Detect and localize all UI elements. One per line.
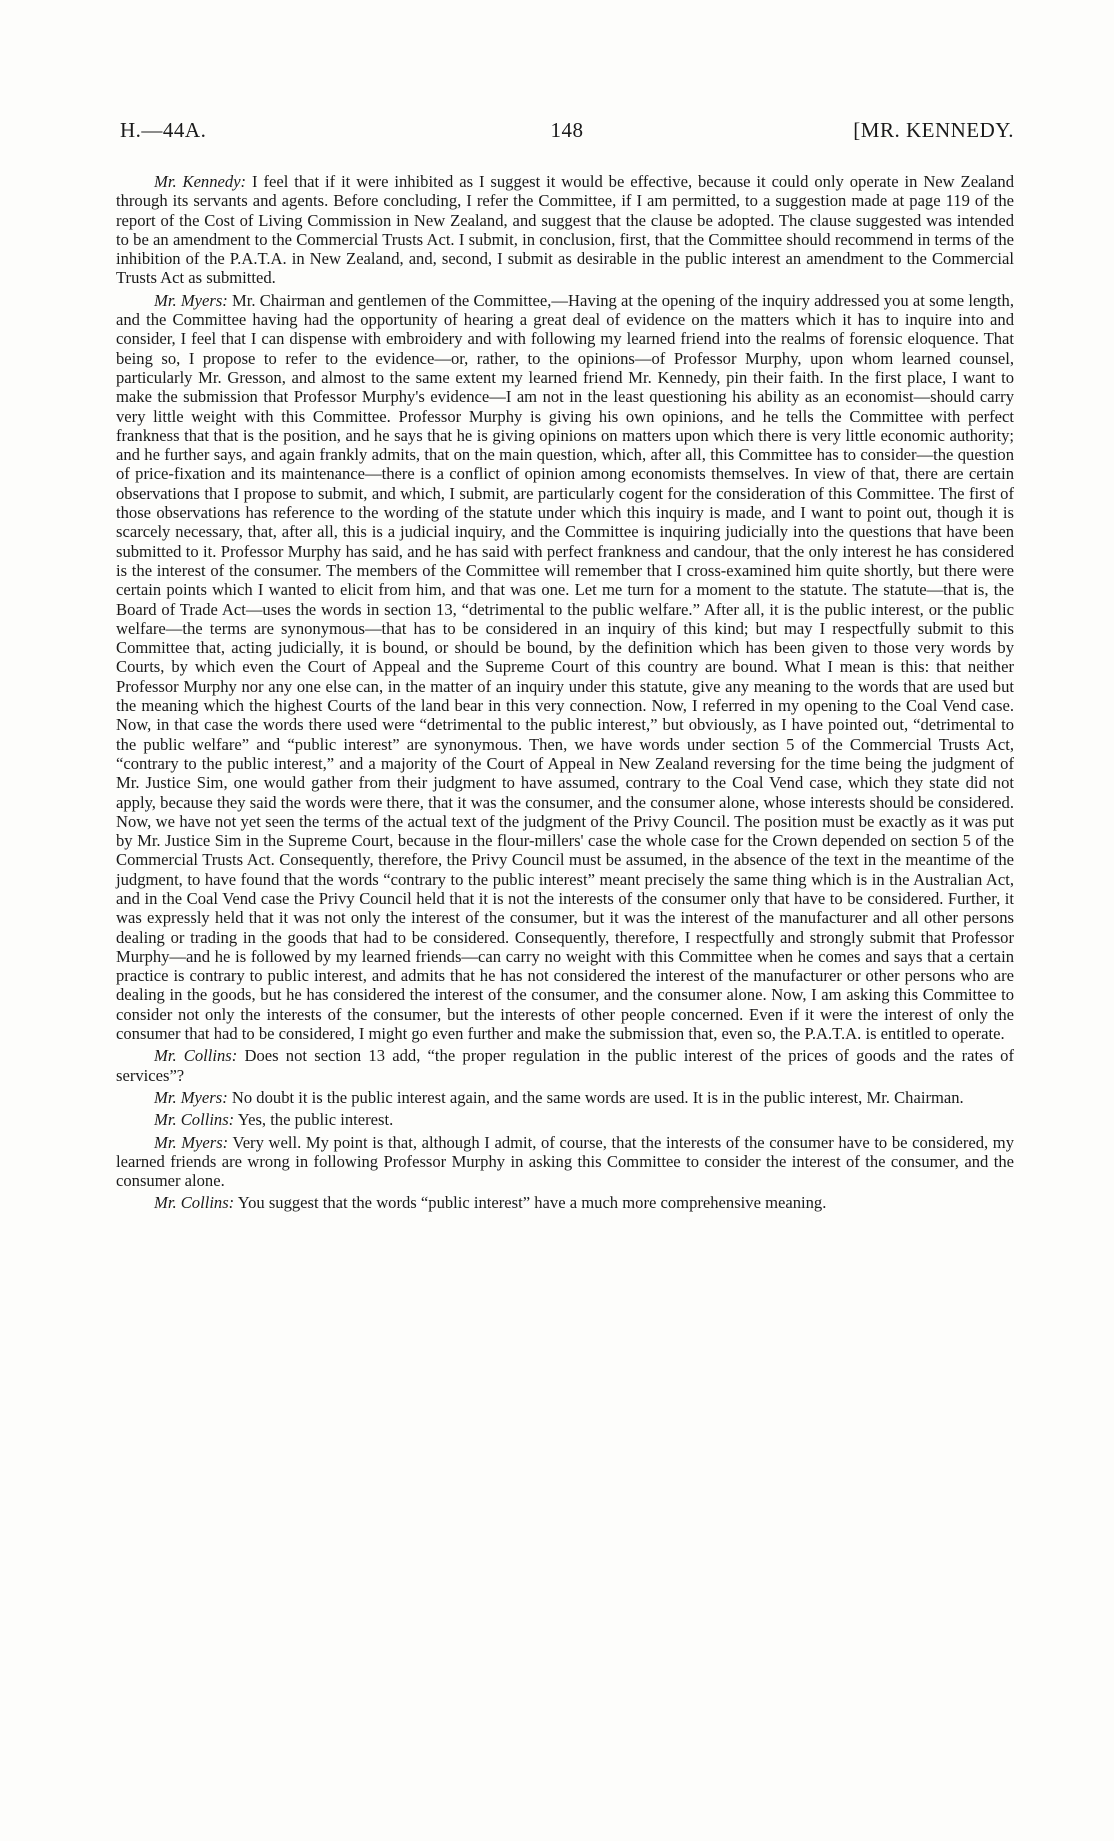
speaker-name: Mr. Kennedy: [154,172,247,191]
speaker-name: Mr. Myers: [154,1087,228,1107]
speaker-name: Mr. Collins: [154,1046,238,1066]
paragraph-text: Mr. Chairman and gentlemen of the Committee,—Having at the opening of the inquiry addressed you at some length, and the Committee having had the opportunity of hearing a great deal of evidence on the matters which it has to inquire into and consider, I feel that I can dispense with embroidery and with following my learned friend into the realms of forensic eloquence. That being so, I propose to refer to the evidence—or, rather, to the opinions—of Professor Murphy, upon whom learned counsel, particularly Mr. Gresson, and almost to the same extent my learned friend Mr. Kennedy, pin their faith. In the first place, I want to make the submission that Professor Murphy's evidence—I am not in the least questioning his ability as an economist—should carry very little weight with this Committee. Professor Murphy is giving his own opinions, and he tells the Committee with perfect frankness that that is the position, and he says that he is giving opinions on matters upon which there is very little economic authority; and he further says, and again frankly admits, that on the main question, which, after all, this Committee has to consider—the question of price-fixation and its maintenance—there is a conflict of opinion among economists themselves. In view of that, there are certain observations that I propose to submit, and which, I submit, are particularly cogent for the consideration of this Committee. The first of those observations has reference to the wording of the statute under which this inquiry is made, and I want to point out, though it is scarcely necessary, that, after all, this is a judicial inquiry, and the Committee is inquiring judicially into the questions that have been submitted to it. Professor Murphy has said, and he has said with perfect frankness and candour, that the only interest he has considered is the interest of the consumer. The members of the Committee will remember that I cross-examined him quite shortly, but there were certain points which I wanted to elicit from him, and that was one. Let me turn for a moment to the statute. The statute—that is, the Board of Trade Act—uses the words in section 13, “detrimental to the public welfare.” After all, it is the public interest, or the public welfare—the terms are synonymous—that has to be considered in an inquiry of this kind; but may I respectfully submit to this Committee that, acting judicially, it is bound, or should be bound, by the definition which has been given to those very words by Courts, by which even the Court of Appeal and the Supreme Court of this country are bound. What I mean is this: that neither Professor Murphy nor any one else can, in the matter of an inquiry under this statute, give any meaning to the words that are used but the meaning which the highest Courts of the land bear in this very connection. Now, I referred in my opening to the Coal Vend case. Now, in that case the words there used were “detrimental to the public interest,” but obviously, as I have pointed out, “detrimental to the public welfare” and “public interest” are synonymous. Then, we have words under section 5 of the Commercial Trusts Act, “contrary to the public interest,” and a majority of the Court of Appeal in New Zealand reversing for the time being the judgment of Mr. Justice Sim, one would gather from their judgment to have assumed, contrary to the Coal Vend case, which they state did not apply, because they said the words were there, that it was the consumer, and the consumer alone, whose interests should be considered. Now, we have not yet seen the terms of the actual text of the judgment of the Privy Council. The position must be exactly as it was put by Mr. Justice Sim in the Supreme Court, because in the flour-millers' case the whole case for the Crown depended on section 5 of the Commercial Trusts Act. Consequently, therefore, the Privy Council must be assumed, in the absence of the text in the meantime of the judgment, to have found that the words “contrary to the public interest” meant precisely the same thing which is in the Australian Act, and in the Coal Vend case the Privy Council held that it is not the interests of the consumer only that have to be considered. Further, it was expressly held that it was not only the interest of the consumer, but it was the interest of the manufacturer and all other persons dealing or trading in the goods that had to be considered. Consequently, therefore, I respectfully and strongly submit that Professor Murphy—and he is followed by my learned friends—can carry no weight with this Committee when he comes and says that a certain practice is contrary to public interest, and admits that he has not considered the interest of the manufacturer or other persons who are dealing in the goods, but he has considered the interest of the consumer, and the consumer alone. Now, I am asking this Committee to consider not only the interests of the consumer, but the interests of other people concerned. Even if it were the interest of only the consumer that had to be considered, I might go even further and make the submission that, even so, the P.A.T.A. is entitled to operate. [116,290,1014,1044]
page-number: 148 [550,118,584,142]
paragraph-text: Very well. My point is that, although I admit, of course, that the interests of the consumer have to be considered, my learned friends are wrong in following Professor Murphy in asking this Committee to consider the interest of the consumer, and the consumer alone. [116,1132,1014,1191]
paragraph [116,1088,1014,1107]
paragraph [116,172,1014,288]
paragraph-text: Yes, the public interest. [234,1110,394,1130]
speaker-name: Mr. Myers: [154,1132,229,1152]
document-reference: H.—44A. [120,118,207,142]
paragraph [116,1110,1014,1129]
paragraph-text: No doubt it is the public interest again, and the same words are used. It is in the public interest, Mr. Chairman. [227,1087,964,1107]
speaker-name: Mr. Collins: [154,1110,235,1130]
paragraph-text: You suggest that the words “public interest” have a much more comprehensive meaning. [234,1193,827,1213]
paragraph [116,1133,1014,1191]
speaker-name: Mr. Myers: [154,290,228,310]
paragraph [116,1046,1014,1085]
document-body [116,172,1014,1216]
paragraph-text: Does not section 13 add, “the proper regulation in the public interest of the prices of goods and the rates of services”? [116,1046,1014,1085]
paragraph [116,1193,1014,1212]
paragraph-text: I feel that if it were inhibited as I suggest it would be effective, because it could only operate in New Zealand through its servants and agents. Before concluding, I refer the Committee, if I am permitted, to a suggestion made at page 119 of the report of the Cost of Living Commission in New Zealand, and suggest that the clause be adopted. The clause suggested was intended to be an amendment to the Commercial Trusts Act. I submit, in conclusion, first, that the Committee should recommend in terms of the inhibition of the P.A.T.A. in New Zealand, and, second, I submit as desirable in the public interest an amendment to the Commercial Trusts Act as submitted. [116,172,1014,288]
running-head: [MR. KENNEDY. [853,118,1014,142]
speaker-name: Mr. Collins: [154,1193,235,1213]
paragraph [116,291,1014,1044]
page-header [120,118,1014,152]
